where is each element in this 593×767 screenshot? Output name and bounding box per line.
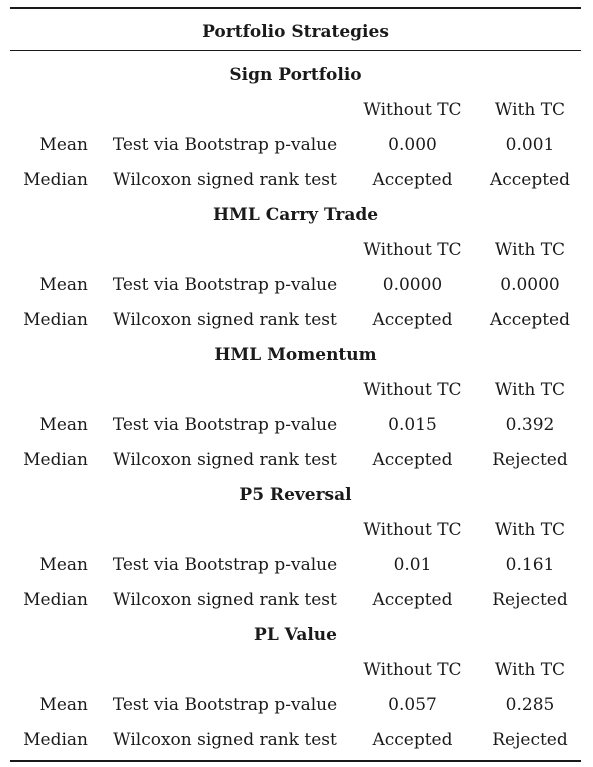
section-hml-carry-trade [10,200,581,340]
header-with-tc: With TC [494,520,566,540]
row-stat-label: Median [23,450,88,470]
row-test-label: Test via Bootstrap p-value [112,275,338,295]
value-without-tc: Accepted [372,590,453,610]
section-title: PL Value [254,625,337,645]
top-rule [10,7,581,9]
row-test-label: Wilcoxon signed rank test [113,170,337,190]
value-without-tc: 0.0000 [382,275,443,295]
section-title: Sign Portfolio [229,65,362,85]
value-with-tc: Rejected [492,590,568,610]
row-stat-label: Median [23,310,88,330]
row-stat-label: Median [23,590,88,610]
header-with-tc: With TC [494,100,566,120]
value-with-tc: Accepted [489,310,571,330]
value-with-tc: Rejected [492,730,568,750]
row-stat-label: Median [23,170,88,190]
value-with-tc: 0.001 [505,135,555,155]
table-title: Portfolio Strategies [202,22,389,42]
value-without-tc: 0.057 [388,695,437,715]
row-test-label: Test via Bootstrap p-value [112,135,338,155]
row-test-label: Wilcoxon signed rank test [113,730,337,750]
row-test-label: Test via Bootstrap p-value [112,695,338,715]
value-without-tc: Accepted [372,450,453,470]
value-with-tc: 0.0000 [500,275,560,295]
row-test-label: Wilcoxon signed rank test [113,450,337,470]
value-with-tc: 0.161 [505,555,555,575]
section-sign-portfolio [10,60,581,200]
value-with-tc: 0.285 [505,695,555,715]
value-without-tc: 0.015 [388,415,437,435]
value-with-tc: Rejected [492,450,568,470]
section-p5-reversal [10,480,581,620]
header-with-tc: With TC [494,660,566,680]
value-without-tc: Accepted [372,310,453,330]
section-pl-value [10,620,581,760]
section-title: HML Carry Trade [212,205,379,225]
header-with-tc: With TC [494,240,566,260]
header-without-tc: Without TC [363,380,462,400]
row-stat-label: Median [23,730,88,750]
header-with-tc: With TC [494,380,566,400]
row-test-label: Wilcoxon signed rank test [113,310,337,330]
header-without-tc: Without TC [363,100,462,120]
value-with-tc: 0.392 [505,415,555,435]
header-without-tc: Without TC [363,240,462,260]
row-stat-label: Mean [39,415,88,435]
section-title: P5 Reversal [239,485,352,505]
section-title: HML Momentum [214,345,377,365]
section-hml-momentum [10,340,581,480]
row-stat-label: Mean [39,275,88,295]
header-without-tc: Without TC [363,520,462,540]
row-test-label: Test via Bootstrap p-value [112,555,338,575]
value-without-tc: Accepted [372,170,453,190]
row-stat-label: Mean [39,695,88,715]
row-stat-label: Mean [39,135,88,155]
row-test-label: Test via Bootstrap p-value [112,415,338,435]
row-stat-label: Mean [39,555,88,575]
title-rule [10,50,581,51]
row-test-label: Wilcoxon signed rank test [113,590,337,610]
value-with-tc: Accepted [489,170,571,190]
value-without-tc: Accepted [372,730,453,750]
value-without-tc: 0.000 [388,135,437,155]
header-without-tc: Without TC [363,660,462,680]
bottom-rule [10,760,581,762]
value-without-tc: 0.01 [393,555,432,575]
